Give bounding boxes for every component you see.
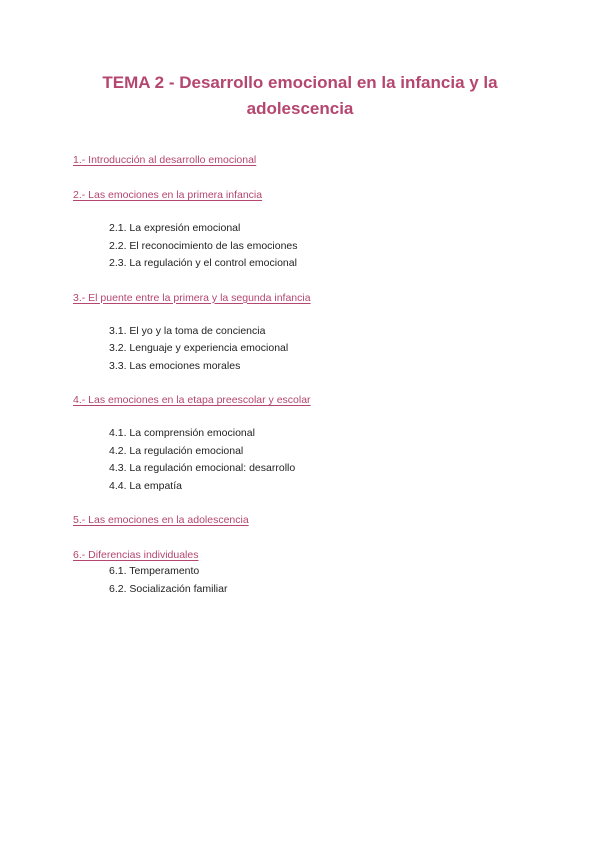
toc-link-section-3[interactable]: 3.- El puente entre la primera y la segunda infancia [73, 291, 311, 304]
toc-subitem: 3.3. Las emociones morales [109, 359, 241, 372]
toc-subitem: 6.1. Temperamento [109, 565, 200, 577]
toc-link-section-2[interactable]: 2.- Las emociones en la primera infancia [73, 189, 263, 201]
document-title: TEMA 2 - Desarrollo emocional en la infancia y la adolescencia [102, 73, 498, 118]
toc-link-section-5[interactable]: 5.- Las emociones en la adolescencia [73, 514, 249, 526]
toc-section-4 [73, 392, 543, 495]
toc-subitem: 2.2. El reconocimiento de las emociones [109, 239, 298, 252]
toc-section-5 [73, 512, 543, 528]
toc-subitem: 3.1. El yo y la toma de conciencia [109, 324, 266, 337]
toc-sublist-6 [73, 563, 543, 598]
toc-section-3 [73, 290, 543, 376]
toc-subitem: 3.2. Lenguaje y experiencia emocional [109, 342, 289, 354]
toc-subitem: 6.2. Socialización familiar [109, 582, 228, 595]
toc-section-6 [73, 547, 543, 598]
toc-subitem: 4.1. La comprensión emocional [109, 427, 255, 439]
toc-subitem: 4.3. La regulación emocional: desarrollo [109, 462, 296, 474]
toc-subitem: 2.3. La regulación y el control emocional [109, 257, 297, 269]
toc-subitem: 2.1. La expresión emocional [109, 222, 241, 234]
toc-link-section-1[interactable]: 1.- Introducción al desarrollo emocional [73, 154, 257, 166]
toc-link-section-6[interactable]: 6.- Diferencias individuales [73, 549, 199, 561]
table-of-contents [73, 152, 543, 598]
toc-section-2 [73, 187, 543, 273]
toc-subitem: 4.2. La regulación emocional [109, 444, 244, 457]
toc-subitem: 4.4. La empatía [109, 479, 182, 492]
toc-section-1 [73, 152, 543, 168]
toc-sublist-2 [73, 220, 543, 273]
toc-sublist-3 [73, 323, 543, 376]
toc-link-section-4[interactable]: 4.- Las emociones en la etapa preescolar y escolar [73, 394, 311, 406]
toc-sublist-4 [73, 425, 543, 495]
